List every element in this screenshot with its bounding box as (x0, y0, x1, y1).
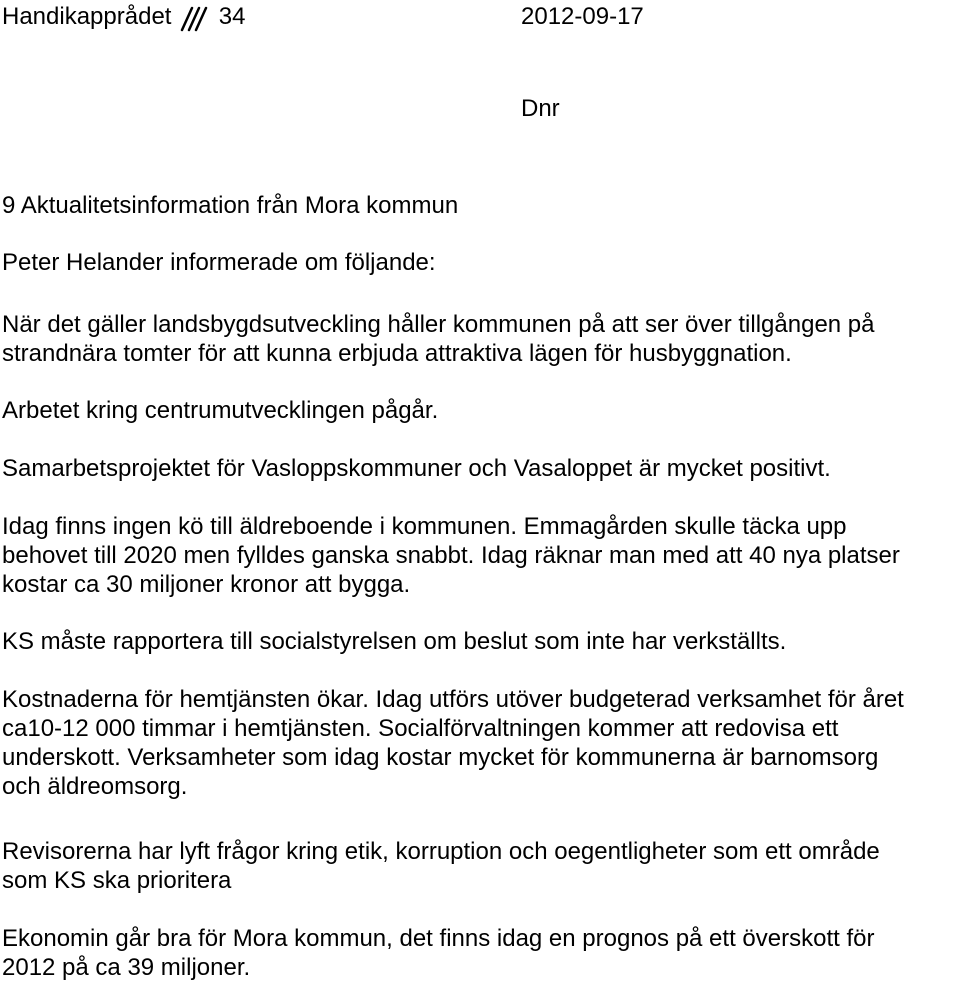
paragraph-line: kostar ca 30 miljoner kronor att bygga. (2, 571, 411, 598)
paragraph-line: Kostnaderna för hemtjänsten ökar. Idag utförs utöver budgeterad verksamhet för året (2, 686, 904, 713)
paragraph-line: strandnära tomter för att kunna erbjuda attraktiva lägen för husbyggnation. (2, 340, 792, 367)
meeting-date: 2012-09-17 (521, 3, 644, 30)
item-intro: Peter Helander informerade om följande: (2, 249, 436, 276)
paragraph-line: Revisorerna har lyft frågor kring etik, korruption och oegentligheter som ett område (2, 838, 880, 865)
dnr-label: Dnr (521, 95, 560, 122)
paragraph-line: Samarbetsprojektet för Vasloppskommuner och Vasaloppet är mycket positivt. (2, 455, 831, 482)
paragraph-line: Ekonomin går bra för Mora kommun, det finns idag en prognos på ett överskott för (2, 925, 875, 952)
section-sign-icon (178, 4, 208, 32)
paragraph-line: Idag finns ingen kö till äldreboende i kommunen. Emmagården skulle täcka upp (2, 513, 847, 540)
paragraph-line: När det gäller landsbygdsutveckling håller kommunen på att ser över tillgången på (2, 311, 875, 338)
paragraph-line: Arbetet kring centrumutvecklingen pågår. (2, 397, 439, 424)
item-heading: 9 Aktualitetsinformation från Mora kommun (2, 192, 459, 219)
page-header-organization (2, 2, 246, 32)
organization-name: Handikapprådet (2, 3, 172, 30)
paragraph-line: KS måste rapportera till socialstyrelsen om beslut som inte har verkställts. (2, 628, 787, 655)
page-number: 34 (218, 3, 246, 30)
paragraph-line: underskott. Verksamheter som idag kostar mycket för kommunerna är barnomsorg (2, 744, 879, 771)
paragraph-line: behovet till 2020 men fylldes ganska snabbt. Idag räknar man med att 40 nya platser (2, 542, 900, 569)
paragraph-line: 2012 på ca 39 miljoner. (2, 954, 251, 981)
paragraph-line: som KS ska prioritera (2, 867, 232, 894)
paragraph-line: och äldreomsorg. (2, 773, 188, 800)
paragraph-line: ca10-12 000 timmar i hemtjänsten. Socialförvaltningen kommer att redovisa ett (2, 715, 839, 742)
